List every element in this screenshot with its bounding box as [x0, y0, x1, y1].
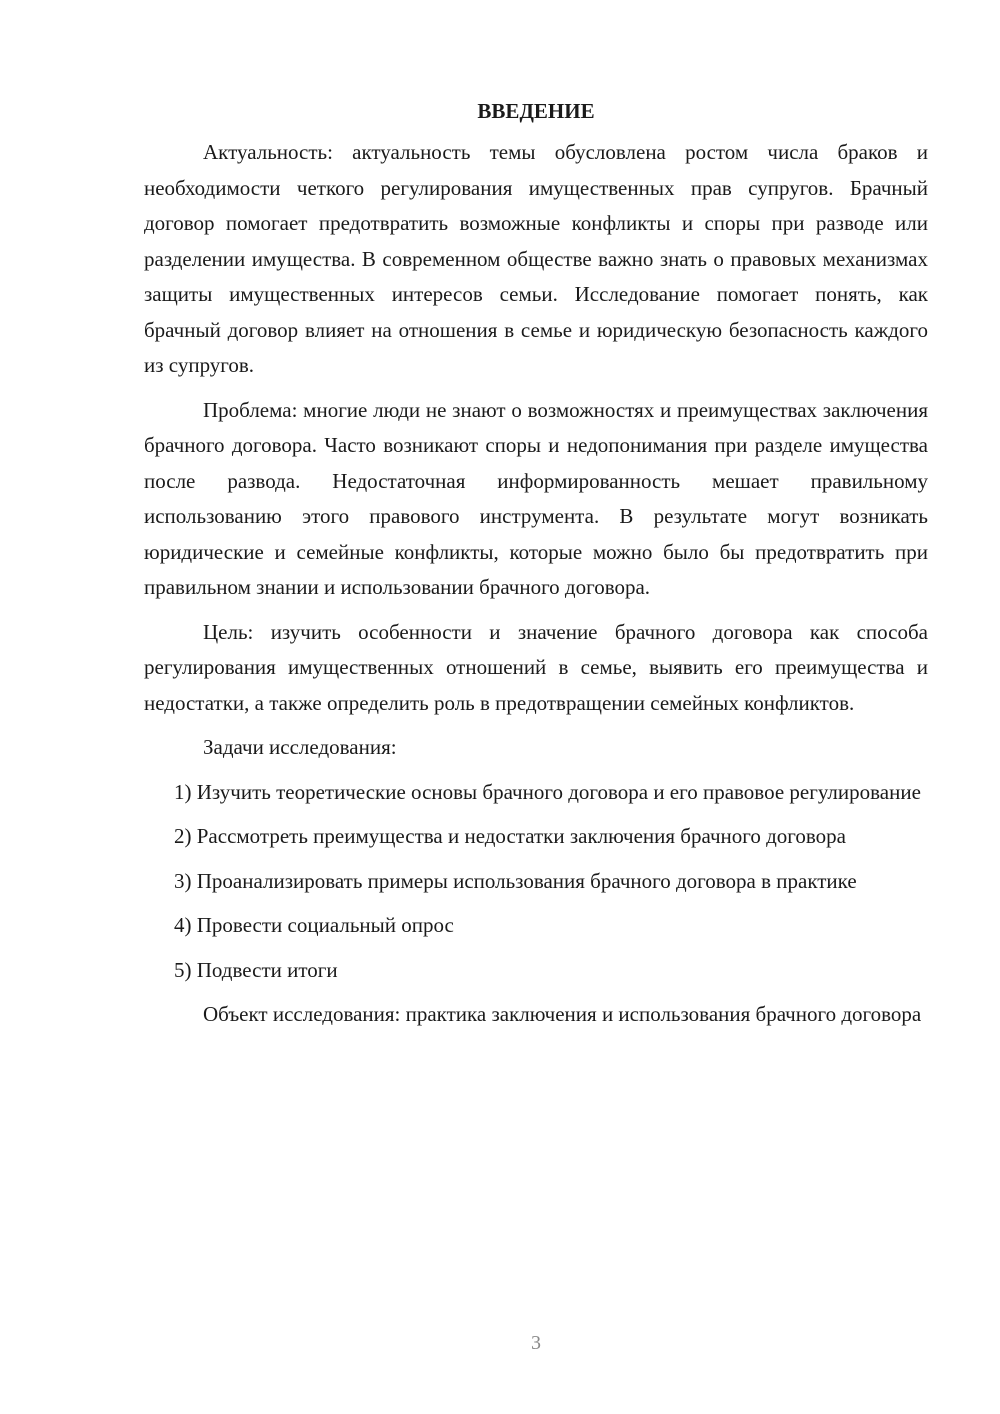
page-content	[144, 96, 928, 1042]
task-item: 4) Провести социальный опрос	[174, 913, 454, 937]
task-item: 3) Проанализировать примеры использования брачного договора в практике	[174, 868, 857, 893]
page-number: 3	[531, 1332, 541, 1354]
task-item: 5) Подвести итоги	[174, 957, 338, 982]
paragraph-problem: Проблема: многие люди не знают о возможностях и преимуществах заключения брачного договора. Часто возникают споры и недопонимания при разделе имущества после развода. Недостаточная информированность мешает правильному использованию этого правового инструмента. В результате могут возникать юридические и семейные конфликты, которые можно было бы предотвратить при правильном знании и использовании брачного договора.	[144, 397, 928, 599]
tasks-heading: Задачи исследования:	[203, 735, 397, 759]
page-title: ВВЕДЕНИЕ	[477, 99, 595, 123]
task-item: 1) Изучить теоретические основы брачного договора и его правовое регулирование	[174, 779, 921, 804]
paragraph-relevance: Актуальность: актуальность темы обусловлена ростом числа браков и необходимости четкого регулирования имущественных прав супругов. Брачный договор помогает предотвратить возможные конфликты и споры при разводе или разделении имущества. В современном обществе важно знать о правовых механизмах защиты имущественных интересов семьи. Исследование помогает понять, как брачный договор влияет на отношения в семье и юридическую безопасность каждого из супругов.	[144, 140, 928, 377]
paragraph-object: Объект исследования: практика заключения и использования брачного договора	[203, 1002, 922, 1026]
task-item: 2) Рассмотреть преимущества и недостатки заключения брачного договора	[174, 824, 846, 848]
paragraph-goal: Цель: изучить особенности и значение брачного договора как способа регулирования имущественных отношений в семье, выявить его преимущества и недостатки, а также определить роль в предотвращении семейных конфликтов.	[144, 619, 928, 715]
